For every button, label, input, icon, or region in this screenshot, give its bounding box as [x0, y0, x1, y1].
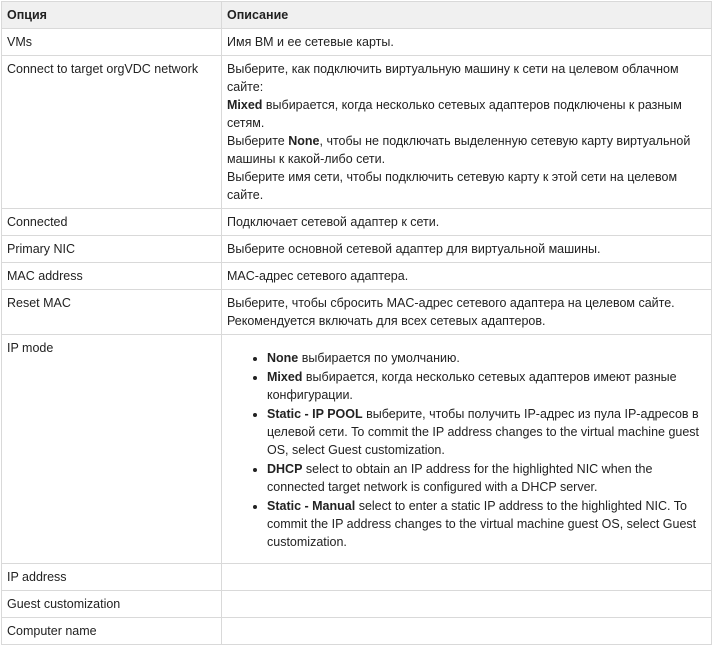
table-header-row	[2, 2, 712, 29]
description-cell	[222, 591, 712, 618]
table-row	[2, 335, 712, 564]
description-cell: Выберите, чтобы сбросить MAC-адрес сетевого адаптера на целевом сайте. Рекомендуется включать для всех сетевых адаптеров.	[222, 290, 712, 335]
list-item: • DHCP select to obtain an IP address for the highlighted NIC when the connected target network is configured with a DHCP server.	[267, 460, 706, 496]
description-cell	[222, 56, 712, 209]
description-cell	[222, 618, 712, 645]
table-row	[2, 618, 712, 645]
option-cell: IP address	[2, 564, 222, 591]
description-cell	[222, 564, 712, 591]
description-cell: MAC-адрес сетевого адаптера.	[222, 263, 712, 290]
description-cell: Выберите основной сетевой адаптер для виртуальной машины.	[222, 236, 712, 263]
table-row	[2, 209, 712, 236]
table-row	[2, 564, 712, 591]
table-row	[2, 236, 712, 263]
header-description: Описание	[222, 2, 712, 29]
list-item: • None выбирается по умолчанию.	[267, 349, 706, 367]
description-cell: Подключает сетевой адаптер к сети.	[222, 209, 712, 236]
option-cell: MAC address	[2, 263, 222, 290]
table-row	[2, 29, 712, 56]
table-row	[2, 290, 712, 335]
description-line: Выберите имя сети, чтобы подключить сетевую карту к этой сети на целевом сайте.	[227, 170, 678, 202]
ip-mode-list	[227, 349, 706, 551]
option-cell: Primary NIC	[2, 236, 222, 263]
options-table	[1, 1, 712, 645]
list-item: • Static - Manual select to enter a static IP address to the highlighted NIC. To commit the IP address changes to the virtual machine guest OS, select Guest customization.	[267, 497, 706, 551]
option-cell: VMs	[2, 29, 222, 56]
option-cell: Computer name	[2, 618, 222, 645]
description-cell	[222, 335, 712, 564]
option-cell: IP mode	[2, 335, 222, 564]
description-line: Выберите, как подключить виртуальную машину к сети на целевом облачном сайте:	[227, 62, 679, 94]
description-line: Mixed выбирается, когда несколько сетевых адаптеров подключены к разным сетям.	[227, 98, 682, 130]
option-cell: Connect to target orgVDC network	[2, 56, 222, 209]
table-row	[2, 56, 712, 209]
list-item: • Static - IP POOL выберите, чтобы получить IP-адрес из пула IP-адресов в целевой сети. To commit the IP address changes to the virtual machine guest OS, select Guest customization.	[267, 405, 706, 459]
description-cell: Имя ВМ и ее сетевые карты.	[222, 29, 712, 56]
table-row	[2, 591, 712, 618]
table-row	[2, 263, 712, 290]
description-line: Выберите None, чтобы не подключать выделенную сетевую карту виртуальной машины к какой-либо сети.	[227, 134, 691, 166]
option-cell: Guest customization	[2, 591, 222, 618]
option-cell: Reset MAC	[2, 290, 222, 335]
header-option: Опция	[2, 2, 222, 29]
option-cell: Connected	[2, 209, 222, 236]
list-item: • Mixed выбирается, когда несколько сетевых адаптеров имеют разные конфигурации.	[267, 368, 706, 404]
